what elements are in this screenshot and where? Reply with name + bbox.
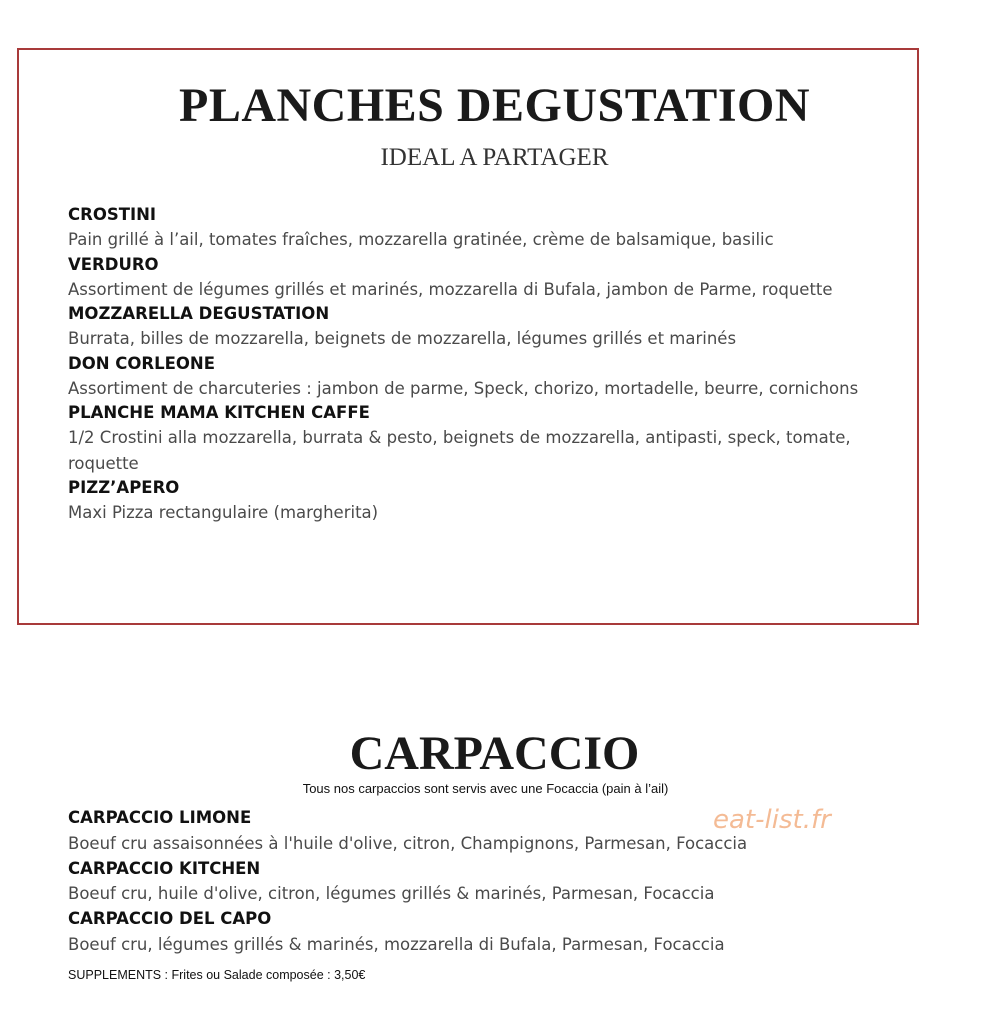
menu-item xyxy=(68,907,868,958)
menu-item xyxy=(68,352,868,402)
menu-item-name: VERDURO xyxy=(68,254,159,274)
menu-item-name: PIZZ’APERO xyxy=(68,478,180,497)
menu-item-name: PLANCHE MAMA KITCHEN CAFFE xyxy=(68,403,370,422)
menu-item-description: Assortiment de légumes grillés et marinés, mozzarella di Bufala, jambon de Parme, roquette xyxy=(68,279,833,299)
menu-item-description: Boeuf cru assaisonnées à l'huile d'olive, citron, Champignons, Parmesan, Focaccia xyxy=(68,833,748,853)
menu-item-description: Pain grillé à l’ail, tomates fraîches, mozzarella gratinée, crème de balsamique, basilic xyxy=(68,230,774,249)
menu-item-name: CARPACCIO KITCHEN xyxy=(68,858,261,878)
carpaccio-note: Tous nos carpaccios sont servis avec une Focaccia (pain à l’ail) xyxy=(302,781,669,796)
menu-item-name: MOZZARELLA DEGUSTATION xyxy=(68,304,330,323)
menu-item-description: 1/2 Crostini alla mozzarella, burrata & pesto, beignets de mozzarella, antipasti, speck, tomate, roquette xyxy=(68,428,851,473)
section-title-planches: PLANCHES DEGUSTATION xyxy=(179,79,810,132)
planches-menu-list xyxy=(68,203,868,526)
menu-item-name: CROSTINI xyxy=(68,205,157,224)
section-subtitle-planches: IDEAL A PARTAGER xyxy=(380,144,609,171)
menu-item-name: CARPACCIO LIMONE xyxy=(68,808,252,827)
menu-item xyxy=(68,857,868,908)
menu-item-description: Burrata, billes de mozzarella, beignets de mozzarella, légumes grillés et marinés xyxy=(68,329,737,348)
menu-item-description: Boeuf cru, légumes grillés & marinés, mozzarella di Bufala, Parmesan, Focaccia xyxy=(68,934,725,954)
menu-item-description: Boeuf cru, huile d'olive, citron, légumes grillés & marinés, Parmesan, Focaccia xyxy=(68,884,715,903)
menu-item-description: Maxi Pizza rectangulaire (margherita) xyxy=(68,503,379,522)
menu-item xyxy=(68,203,868,253)
menu-item xyxy=(68,476,868,526)
menu-item xyxy=(68,253,868,303)
supplements-note: SUPPLEMENTS : Frites ou Salade composée : 3,50€ xyxy=(68,968,366,982)
menu-item-name: DON CORLEONE xyxy=(68,353,216,373)
section-title-carpaccio: CARPACCIO xyxy=(349,727,640,780)
menu-item xyxy=(68,302,868,352)
menu-item-name: CARPACCIO DEL CAPO xyxy=(68,909,272,928)
watermark-text: eat-list.fr xyxy=(713,805,831,835)
menu-item-description: Assortiment de charcuteries : jambon de parme, Speck, chorizo, mortadelle, beurre, cornichons xyxy=(68,378,859,398)
menu-item xyxy=(68,401,868,476)
